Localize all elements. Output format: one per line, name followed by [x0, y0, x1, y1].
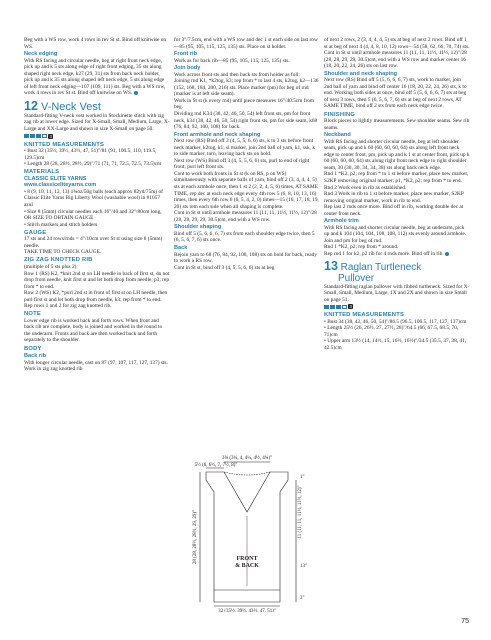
- list-item: • Upper arm 13½ (14, 14½, 15, 16½, 16½)"/34.5 (35.5, 37, 38, 41, 42.5)cm: [324, 338, 467, 351]
- column-1: [24, 37, 170, 373]
- body-text: With RS facing and circular needle, beg at right front neck edge, pick up and k 5 sts along edge of right front edging, 35 sts along shaped right neck edge, k27 (29, 31) sts from back neck holder, pick up and k 35 sts along shaped left neck edge, 5 sts along edge of left front neck edging—107 (109, 111) sts. Beg with a WS row, work 4 rows in rev St st. Bind off knitwise on WS.: [24, 57, 166, 97]
- body-text: Lower edge rib is worked back and forth rows. When front and back rib are complete, body is joined and worked in the round to the underarm. Fronts and back are then worked back and forth separately to the shoulder.: [24, 317, 163, 344]
- schematic-shoulder-label: 1": [300, 475, 305, 480]
- body-text: Cont to work both fronts in St st (k on RS, p on WS) simultaneously with separate balls of yarn, bind off 2 (3, 4, 4, 4, 5) sts at each armhole once, then 1 st 2 (2, 2, 4, 5, 6) times, AT SAME TIME, rep dec at each neck edge every 4th row 5 (6, 8, 10, 13, 16) times, then every 6th row 6 (6, 5, 4, 2, 0) times—15 (16, 17, 18, 19, 20) sts rem each side when all shaping is complete.: [174, 170, 319, 210]
- section-heading: Armhole trim: [324, 218, 359, 225]
- body-text: Work as for back rib—85 (95, 105, 115, 125, 135) sts.: [174, 57, 290, 64]
- body-text: 17 sts and 24 rows/rnds = 4"/10cm over St st using size 8 (5mm) needle.: [24, 236, 163, 249]
- schematic-neck-label: 5½ (6, 6½, 7, 7½, 8)": [194, 463, 238, 468]
- page-number: 75: [461, 618, 469, 625]
- section-heading: KNITTED MEASUREMENTS: [324, 312, 405, 319]
- section-heading: BODY: [24, 345, 42, 352]
- body-text: Row 1 (RS) K2, *knit 2nd st on LH needle in back of first st, do not drop from needle, knit first st and let both drop from needle, p3; rep from * to end.: [24, 270, 170, 290]
- section-heading: Back: [174, 244, 188, 251]
- body-text: Rnd 2 Work even in rib as established.: [324, 184, 407, 191]
- section-heading: Front rib: [174, 51, 197, 58]
- body-text: Next row (WS) Bind off 3 (4, 5, 5, 6, 6) sts, purl to end of right front; purl left front sts.: [174, 157, 310, 171]
- body-text: Cont in St st until armhole measures 11 (11, 11, 11½, 11½, 12)"/28 (28, 28, 29, 29, 30.5)cm, end with a WS row and marker center 16 (18, 20, 22, 24, 26) sts on last row.: [324, 50, 467, 70]
- body-text: Beg with a WS row, work 4 rows in rev St st. Bind off knitwise on WS.: [24, 37, 167, 50]
- body-text: of next 2 rows, 2 (3, 4, 4, 4, 5) sts at beg of next 2 rows. Bind off 1 st at beg of next 4 (4, 4, 8, 10, 12) rows—54 (58, 62, 66, 70, 74) sts.: [324, 37, 470, 50]
- body-text: Bind off 5 (5, 6, 6, 6, 7) sts from each shoulder edge twice, then 5 (6, 5, 6, 7, 6) sts once.: [174, 230, 315, 244]
- end-bullet-icon: [445, 252, 449, 256]
- body-text: Rnd 3 Work in rib to 1 st before marker, place new marker, S2KP removing original marker, work in rib to end.: [324, 191, 464, 204]
- body-text: for 3"/7.5cm, end with a WS row and dec 1 st each side on last row—85 (95, 105, 115, 125, 135) sts. Place on st holder.: [174, 37, 318, 50]
- column-2: [174, 37, 320, 271]
- body-text: Rnd 1 *K2, p2; rep from * around.: [324, 244, 399, 251]
- brand-url[interactable]: www.classiceliteyarns.com: [24, 182, 97, 189]
- schematic-3-label: 3": [300, 596, 305, 601]
- section-heading: MATERIALS: [24, 169, 60, 176]
- brand-name: CLASSIC ELITE YARNS: [24, 175, 87, 182]
- section-heading: Neckband: [324, 132, 351, 139]
- body-text: Cont in St st until armhole measures 11 (11, 11, 11½, 11½, 12)"/28 (28, 28, 29, 29, 30.5)cm, end with a WS row.: [174, 210, 317, 223]
- body-text: Cont in St st, bind off 3 (4, 5, 5, 6, 6) sts at beg: [174, 264, 275, 271]
- list-item: • 8 (9, 10, 11, 12, 13) 1¾oz/50g balls (each approx 82yd/75m) of Classic Elite Yarns Big Liberty Wool (washable wool) in #1057 azul: [24, 188, 163, 209]
- schematic-armhole-label: 11 (11, 11, 11½, 11½, 12)": [298, 485, 303, 539]
- column-3: [324, 37, 470, 352]
- schematic-front-back-label: FRONT: [236, 556, 258, 562]
- section-heading: NOTE: [24, 311, 41, 318]
- vest-schematic: [176, 452, 318, 612]
- body-text: Block pieces to lightly measurements. Sew shoulder seams. Sew rib seams.: [324, 118, 470, 131]
- section-heading: Shoulder and neck shaping: [324, 70, 398, 77]
- body-text: Row 2 (WS) K2, *purl 2nd st in front of first st on LH needle, then purl first st and let both drop from needle, k3; rep from * to end.: [24, 290, 168, 303]
- pattern-title-12: 12 V-Neck Vest: [24, 98, 101, 113]
- list-item: • Stitch markers and stitch holders: [24, 221, 98, 228]
- pattern-title-13: 13 Raglan Turtleneck Pullover: [324, 258, 422, 284]
- section-heading: Front armhole and neck shaping: [174, 131, 261, 138]
- body-text: Next row (RS) Bind off 3 (4, 5, 5, 6, 6) sts, k to 3 sts before front neck marker, k2tog, k1; sl marker, join 2nd ball of yarn, k1, ssk, k to side marker, turn, leaving back sts on hold.: [174, 138, 316, 158]
- section-heading: KNITTED MEASUREMENTS: [24, 141, 105, 148]
- body-text: Rep rows 1 and 2 for zig zag knotted rib.: [24, 303, 112, 310]
- body-text: Next row (RS) Bind off 5 (5, 6, 6, 6, 7) sts, work to marker, join 2nd ball of yarn and bind off center 16 (18, 20, 22, 24, 26) sts, k to end. Working both sides at once, bind off 5 (5, 6, 6, 6, 7) sts at beg of next 3 rows, then 5 (6, 5, 6, 7, 6) sts at beg of next 2 rows, AT SAME TIME, bind off 2 sts from each neck edge twice.: [324, 77, 467, 110]
- body-text: TAKE TIME TO CHECK GAUGE.: [24, 249, 102, 256]
- list-item: • Length 25½ (26, 26½, 27, 27½, 28)"/64.5 (66, 67.5, 68.5, 70, 71)cm: [324, 325, 459, 338]
- body-text: With longer circular needle, cast on 87 (97, 107, 117, 127, 137) sts. Work in zig zag knotted rib: [24, 359, 168, 373]
- body-text: Dividing rnd K34 (38, 42, 46, 50, 54) left front sts, pm for front neck, k34 (38, 42, 46, 50, 54) right front sts, pm for side seam, k68 (76, 84, 92, 100, 108) for back.: [174, 111, 318, 131]
- end-bullet-icon: [134, 91, 138, 95]
- body-text: Rep last 2 rnds once more. Bind off in rib, working double dec at center front neck.: [324, 204, 464, 217]
- list-item: • Size 8 (5mm) circular needles each 16"/40 and 32"/80cm long, OR SIZE TO OBTAIN GAUGE: [24, 208, 162, 222]
- section-heading: GAUGE: [24, 229, 47, 236]
- body-text: Rnd 1 *K2, p2; rep from * to 1 st before marker, place new marker, S2KP removing original marker; p1, *K2, p2; rep from * to end.: [324, 171, 469, 184]
- schematic-top-label: 3⅜ (3¾, 4, 4¼, 4½, 4¾)": [221, 456, 273, 461]
- pattern-description: Standard-fitting V-neck vest worked in Stockinette stitch with zig zag rib at lower edge. Sized for X-Small, Small, Medium, Large, X-Large and XX-Large and shown in size X-Small on page 50.: [24, 112, 170, 133]
- schematic-bust-label: 32 (35½, 39½, 43½, 47, 51)": [218, 609, 276, 612]
- section-heading: Back rib: [24, 353, 47, 360]
- body-text: Rep rnd 1 for k2, p2 rib for 4 rnds more. Bind off in rib.: [324, 251, 470, 258]
- section-heading: ZIG ZAG KNOTTED RIB: [24, 257, 93, 264]
- section-heading: Join body: [174, 65, 201, 72]
- difficulty-level-icon: 3: [24, 134, 53, 141]
- body-text: With RS facing and shorter circular needle, beg at underarm, pick up and k 104 (104, 104, 108, 108, 112) sts evenly around armhole. Join and pm for beg of rnd.: [324, 224, 467, 244]
- list-item: • Bust 34 (38, 42, 46, 50, 54)"/86.5 (96.5, 106.5, 117, 127, 137)cm: [324, 318, 467, 325]
- body-text: Joining rnd K1, *k2tog, k3; rep from * to last 4 sts, k2tog, k2—136 (152, 168, 184, 200, 216) sts. Place marker (pm) for beg of rnd (marker is at left side seam).: [174, 78, 319, 98]
- section-heading: FINISHING: [324, 111, 356, 118]
- pattern-description: Standard-fitting raglan pullover with ribbed turtleneck. Sized for X-Small, Small, Medium, Large, 1X and 2X and shown in size Small on page 51.: [324, 283, 470, 303]
- schematic-13-label: 13": [300, 564, 308, 569]
- body-text: Work in St st (k every rnd) until piece measures 16"/40.5cm from beg.: [174, 97, 315, 111]
- body-text: Rejoin yarn to 68 (76, 84, 92, 100, 108) sts on hold for back, ready to work a RS row.: [174, 251, 317, 265]
- body-text: Work across front sts and then back sts from holder as foll:: [174, 71, 300, 78]
- list-item: • Length 28 (28, 28½, 28½, 29)"/71 (71, 71, 72.5, 72.5, 73.5)cm: [24, 161, 162, 168]
- body-text: (multiple of 5 sts plus 2): [24, 263, 77, 270]
- body-text: With RS facing and shorter circular needle, beg at left shoulder seam, pick up and k 60 (60, 60, 60, 64) sts along left front neck edge to center front, pm, pick up and k 1 st at center front, pick up k 60 (60, 60, 60, 64) sts along right front neck edge to right shoulder seam, 30 (30, 30, 34, 34, 38) sts along back neck edge.: [324, 138, 470, 171]
- difficulty-level-icon: 3: [324, 304, 353, 311]
- section-heading: Neck edging: [24, 51, 58, 58]
- section-heading: Shoulder shaping: [174, 224, 222, 231]
- schematic-length-label: 28 (28, 28½, 28½, 29, 29)": [193, 509, 198, 565]
- schematic-front-back-label-2: & BACK: [235, 563, 259, 569]
- list-item: • Bust 32 (35½, 39½, 43½, 47, 51)"/81 (91, 100.5, 110, 119.5, 129.5)cm: [24, 148, 157, 161]
